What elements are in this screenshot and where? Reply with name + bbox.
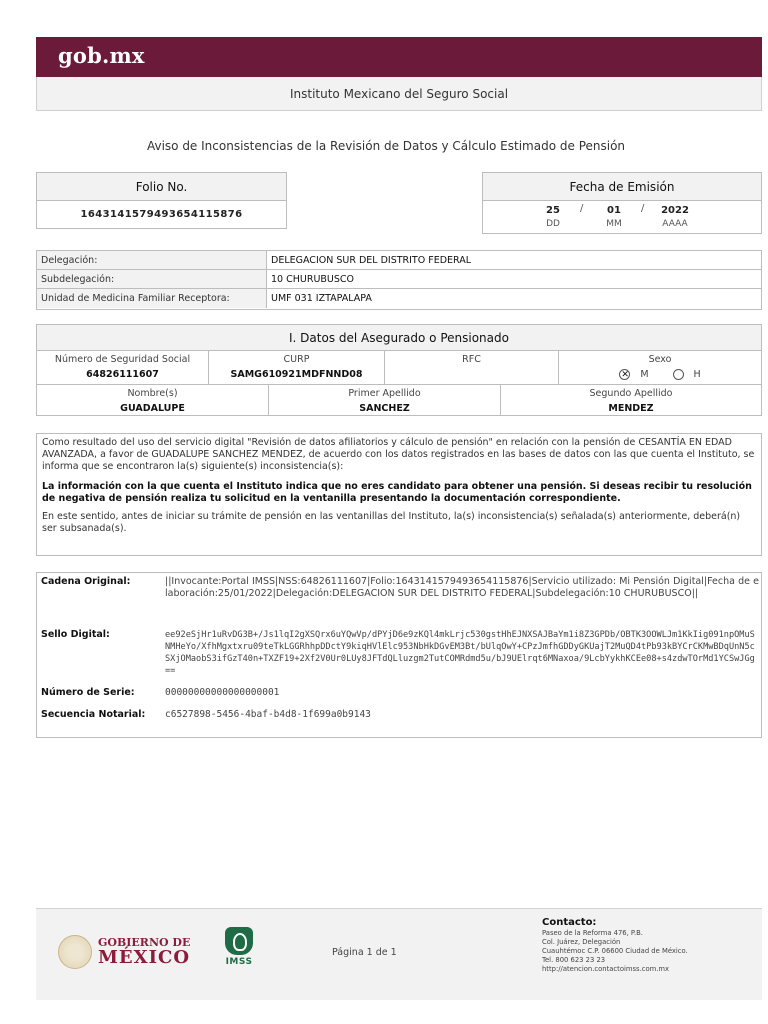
rfc-label: RFC [462,354,481,365]
gobierno-de-mexico-logo [58,931,198,979]
table-row [37,251,761,270]
contact-line: Paseo de la Reforma 476, P.B. [542,929,643,937]
inconsistencias-message [36,433,762,556]
fecha-year [649,204,701,231]
segundo-apellido-value: MENDEZ [608,403,654,414]
asegurado-section [36,324,762,416]
segundo-apellido-cell [501,385,761,416]
sexo-m-label: M [640,369,649,380]
document-title: Aviso de Inconsistencias de la Revisión de Datos y Cálculo Estimado de Pensión [146,139,626,153]
delegacion-value: DELEGACION SUR DEL DISTRITO FEDERAL [271,255,472,266]
cadena-original-label: Cadena Original: [41,576,131,587]
cadena-original-row [41,576,757,624]
primer-apellido-label: Primer Apellido [348,388,421,399]
fecha-year-unit: AAAA [662,219,688,229]
contact-line: Col. Juárez, Delegación [542,938,621,946]
message-intro: Como resultado del uso del servicio digital "Revisión de datos afiliatorios y cálculo de pensión" en relación con la pensión de CESANTÍA EN EDAD AVANZADA, a favor de GUADALUPE SANCHEZ MENDEZ, de acuerdo con los datos registrados en las bases de datos con las que cuenta el Instituto, se informa que se encontraron la(s) siguiente(s) inconsistencia(s): [42,437,755,472]
asegurado-title: I. Datos del Asegurado o Pensionado [37,325,761,351]
header-bar [36,37,762,77]
contact-line: Tel. 800 623 23 23 [542,956,606,964]
delegacion-table [36,250,762,310]
sexo-h-label: H [693,369,701,380]
sello-digital-row [41,629,757,685]
curp-label: CURP [283,354,310,365]
table-row [37,289,761,308]
gob-logo-line1: GOBIERNO DE [98,936,191,949]
secuencia-notarial-value: c6527898-5456-4baf-b4d8-1f699a0b9143 [165,709,371,720]
nss-value: 64826111607 [86,369,159,380]
fecha-day-value: 25 [546,205,560,216]
sello-digital-value: ee92eSjHr1uRvDG3B+/Js1lqI2gXSQrx6uYQwVp/dPYjD6e9zKQl4mkLrjc530gstHhEJNXSAJBaYm1i8Z3GPDb/OBTK3OOWLJm1KkIig091npOMuSNMHeYo/XfhMgxtxru09teTkLGGRhhpDDctY9kiqHVlElc953NbHkDGvEM3Bt/bUlqOwY+CPzJmfhGDDyGKUajT2MuQD4tPb93kBYCrCKMwBDqUnN5cSXjOMaobS3ifGzT40n+TXZF19+2Xf2V0Ur0LUy8JFTdQLluzgm2TutCOMRdmd5u/bJ9UElrqt6MNaxoa/9LcbYykhKCEe08+s4zdwTOrMd1YCSwJGg== [165,630,755,676]
firma-digital-section [36,572,762,738]
imss-shield-icon [225,927,253,955]
table-row [37,270,761,289]
fecha-month-unit: MM [606,219,622,229]
curp-value: SAMG610921MDFNND08 [230,369,363,380]
nombre-cell [37,385,269,416]
nombre-label: Nombre(s) [127,388,178,399]
umf-value: UMF 031 IZTAPALAPA [271,293,372,304]
fecha-day [528,204,578,231]
institution-name: Instituto Mexicano del Seguro Social [36,77,762,111]
segundo-apellido-label: Segundo Apellido [589,388,673,399]
sexo-h-radio[interactable] [673,369,684,380]
umf-label: Unidad de Medicina Familiar Receptora: [37,289,267,308]
secuencia-notarial-row [41,709,757,723]
cadena-original-value: ||Invocante:Portal IMSS|NSS:64826111607|Folio:1643141579493654115876|Servicio utilizado: Mi Pensión Digital|Fecha de elaboración:25/01/2022|Delegación:DELEGACION SUR DEL DISTRITO FEDERAL|Subdelegación:10 CHURUBUSCO|| [165,576,759,599]
contact-info [542,917,757,974]
fecha-emision-box [482,172,762,234]
message-closing: En este sentido, antes de iniciar su trámite de pensión en las ventanillas del Instituto, la(s) inconsistencia(s) señalada(s) anteriormente, deberá(n) ser subsanada(s). [42,511,741,534]
numero-serie-row [41,687,757,701]
asegurado-row-ids [37,351,761,385]
message-notice: La información con la que cuenta el Instituto indica que no eres candidato para obtener una pensión. Si deseas recibir tu resolución de negativa de pensión realiza tu solicitud en la ventanilla presentando la documentación correspondiente. [42,481,752,504]
sexo-cell [559,351,761,384]
gob-mx-logo[interactable]: gob.mx [58,43,145,68]
numero-serie-value: 00000000000000000001 [165,687,280,698]
fecha-emision-label: Fecha de Emisión [483,173,761,201]
numero-serie-label: Número de Serie: [41,687,135,698]
fecha-month-value: 01 [607,205,621,216]
subdelegacion-value: 10 CHURUBUSCO [271,274,355,285]
rfc-cell [385,351,559,384]
delegacion-label: Delegación: [37,251,267,269]
sexo-options [559,367,761,382]
fecha-day-unit: DD [546,219,560,229]
curp-cell [209,351,385,384]
fecha-year-value: 2022 [661,205,689,216]
contact-title: Contacto: [542,917,597,928]
secuencia-notarial-label: Secuencia Notarial: [41,709,146,720]
contact-link[interactable]: http://atencion.contactoimss.com.mx [542,965,670,973]
fecha-separator: / [580,203,584,214]
nombre-value: GUADALUPE [120,403,185,414]
imss-logo [222,927,256,975]
primer-apellido-cell [269,385,501,416]
nss-label: Número de Seguridad Social [54,354,191,365]
sexo-label: Sexo [648,354,672,365]
contact-line: Cuauhtémoc C.P. 06600 Ciudad de México. [542,947,688,955]
folio-box [36,172,287,229]
folio-label: Folio No. [37,173,286,201]
sexo-m-radio[interactable] [619,369,630,380]
page-number: Página 1 de 1 [332,947,397,958]
subdelegacion-label: Subdelegación: [37,270,267,288]
page-footer [36,908,762,1000]
fecha-separator: / [641,203,645,214]
folio-value: 1643141579493654115876 [80,209,243,220]
gob-logo-line2: MÉXICO [98,947,191,968]
primer-apellido-value: SANCHEZ [359,403,410,414]
imss-logo-text: IMSS [225,957,253,967]
sello-digital-label: Sello Digital: [41,629,110,640]
fecha-month [589,204,639,231]
asegurado-row-names [37,385,761,416]
eagle-seal-icon [58,935,92,969]
nss-cell [37,351,209,384]
